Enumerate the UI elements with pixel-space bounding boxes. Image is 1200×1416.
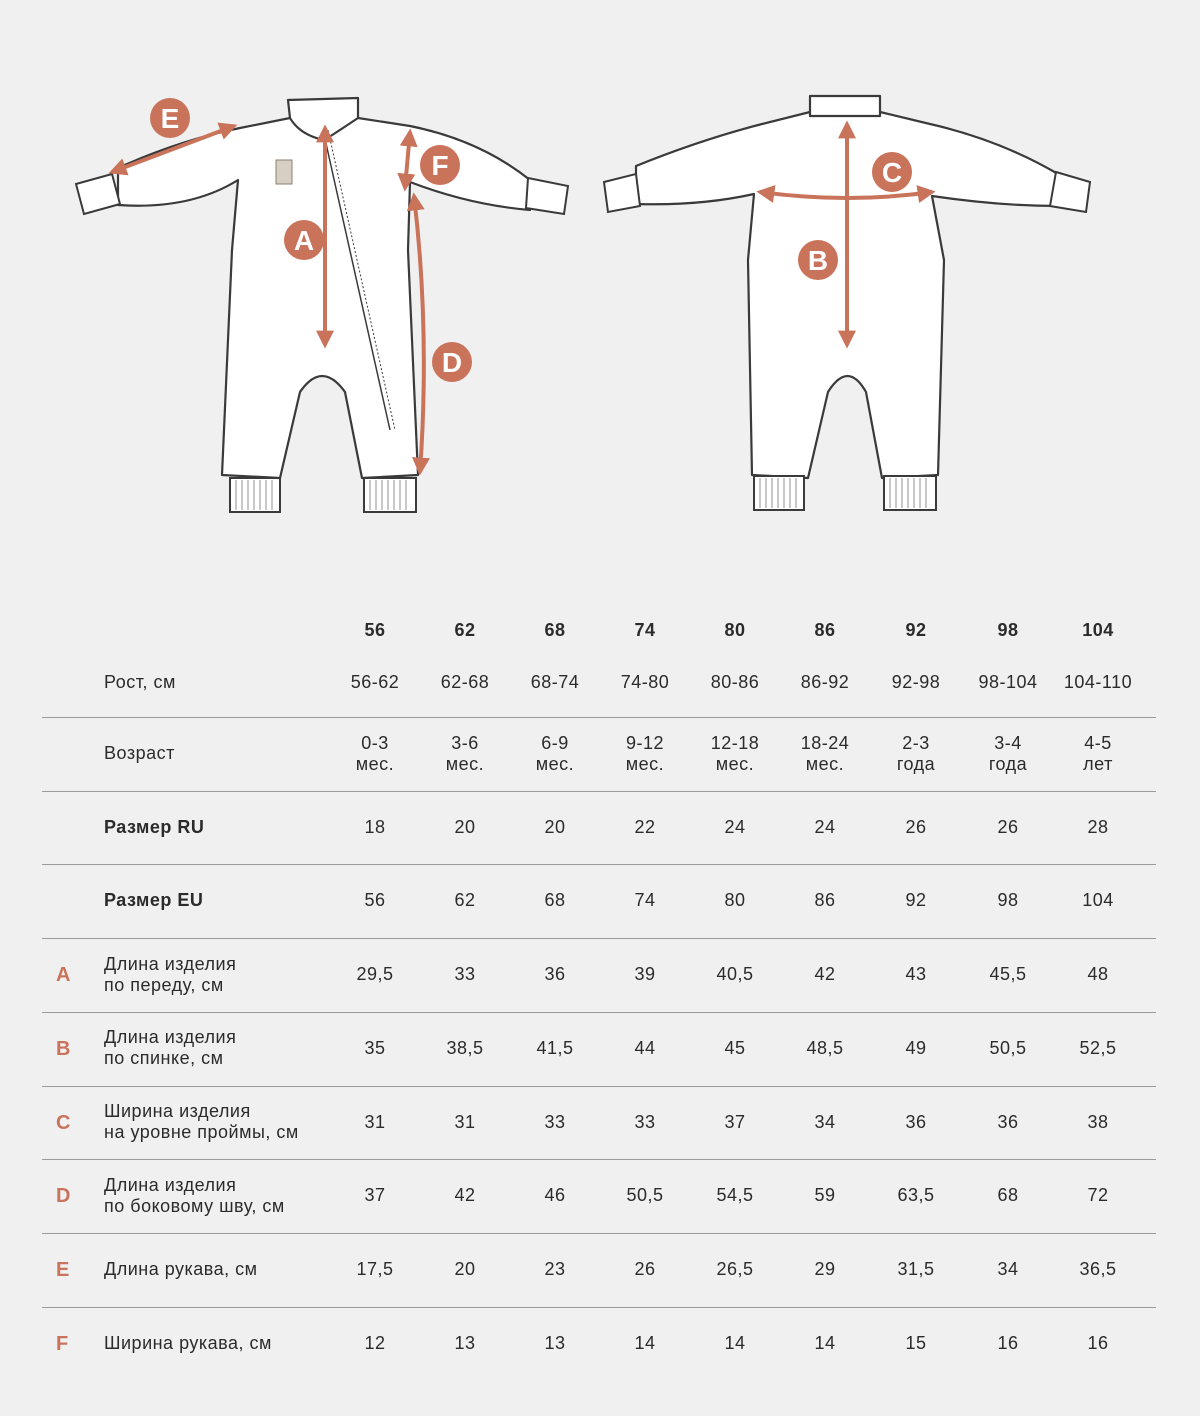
table-cell: 43: [905, 964, 927, 985]
table-row: [42, 1159, 1156, 1232]
table-cell: 86: [814, 890, 836, 911]
table-row: [42, 791, 1156, 864]
table-cell: 42: [814, 964, 836, 985]
table-cell: 4-5 лет: [1083, 732, 1113, 774]
row-letter-a: A: [56, 964, 71, 987]
size-header-cell: 104: [1082, 620, 1114, 640]
table-cell: 20: [454, 816, 476, 837]
svg-text:E: E: [160, 103, 180, 134]
jumpsuit-illustration: [0, 0, 1200, 540]
cuff-right: [526, 178, 568, 214]
table-row: [42, 717, 1156, 790]
table-cell: 80: [724, 890, 746, 911]
table-cell: 42: [454, 1185, 476, 1206]
row-label: Длина изделия по спинке, см: [104, 1027, 237, 1069]
row-label: Ширина изделия на уровне проймы, см: [104, 1101, 299, 1142]
svg-text:F: F: [431, 150, 449, 181]
table-cell: 36: [905, 1111, 927, 1132]
row-divider: [42, 938, 1156, 939]
table-cell: 92-98: [891, 671, 941, 692]
table-cell: 49: [905, 1037, 927, 1058]
table-cell: 45,5: [989, 964, 1027, 985]
table-cell: 18-24 мес.: [800, 732, 850, 774]
table-cell: 50,5: [626, 1185, 664, 1206]
table-cell: 36: [997, 1111, 1019, 1132]
table-row: [42, 938, 1156, 1011]
back-view: [604, 96, 1090, 510]
table-cell: 24: [814, 816, 836, 837]
table-cell: 68: [997, 1185, 1019, 1206]
table-cell: 104: [1082, 890, 1114, 911]
table-cell: 9-12 мес.: [625, 732, 665, 774]
size-header-cell: 68: [544, 620, 566, 640]
table-cell: 26,5: [716, 1258, 754, 1279]
row-letter-f: F: [56, 1332, 69, 1355]
table-cell: 62-68: [440, 671, 490, 692]
table-cell: 74: [634, 890, 656, 911]
table-cell: 50,5: [989, 1037, 1027, 1058]
svg-text:A: A: [293, 225, 315, 256]
table-row: [42, 662, 1156, 702]
table-cell: 38: [1087, 1111, 1109, 1132]
row-label: Размер RU: [104, 816, 205, 837]
measurement-diagram: [0, 0, 1200, 540]
svg-text:C: C: [881, 157, 903, 188]
size-header-cell: 92: [905, 620, 927, 640]
size-header-cell: 56: [364, 620, 386, 640]
table-cell: 48,5: [806, 1037, 844, 1058]
table-cell: 15: [905, 1332, 927, 1353]
table-row: [42, 1307, 1156, 1380]
table-cell: 22: [634, 816, 656, 837]
label-f: [420, 145, 460, 185]
table-cell: 98-104: [978, 671, 1038, 692]
row-divider: [42, 1159, 1156, 1160]
row-divider: [42, 1086, 1156, 1087]
table-cell: 24: [724, 816, 746, 837]
table-cell: 28: [1087, 816, 1109, 837]
table-cell: 63,5: [897, 1185, 935, 1206]
table-cell: 23: [544, 1258, 566, 1279]
row-label: Ширина рукава, см: [104, 1332, 272, 1353]
size-header-cell: 86: [814, 620, 836, 640]
table-cell: 45: [724, 1037, 746, 1058]
table-cell: 36: [544, 964, 566, 985]
label-d: [432, 342, 472, 382]
table-cell: 34: [997, 1258, 1019, 1279]
table-cell: 34: [814, 1111, 836, 1132]
table-cell: 41,5: [536, 1037, 574, 1058]
table-cell: 13: [454, 1332, 476, 1353]
table-cell: 39: [634, 964, 656, 985]
row-label: Длина изделия по переду, см: [104, 953, 237, 995]
table-cell: 20: [544, 816, 566, 837]
table-row: [42, 1086, 1156, 1159]
table-cell: 31: [454, 1111, 476, 1132]
row-divider: [42, 791, 1156, 792]
table-cell: 86-92: [800, 671, 850, 692]
table-cell: 38,5: [446, 1037, 484, 1058]
size-header-row: [42, 620, 1156, 644]
table-cell: 18: [364, 816, 386, 837]
size-header-cell: 80: [724, 620, 746, 640]
table-cell: 59: [814, 1185, 836, 1206]
svg-text:B: B: [807, 245, 829, 276]
table-cell: 48: [1087, 964, 1109, 985]
table-cell: 44: [634, 1037, 656, 1058]
label-c: [872, 152, 912, 192]
table-cell: 0-3 мес.: [355, 732, 395, 774]
row-divider: [42, 1012, 1156, 1013]
table-cell: 26: [997, 816, 1019, 837]
label-b: [798, 240, 838, 280]
table-cell: 33: [454, 964, 476, 985]
table-cell: 17,5: [356, 1258, 394, 1279]
table-cell: 33: [544, 1111, 566, 1132]
table-cell: 26: [905, 816, 927, 837]
table-cell: 37: [724, 1111, 746, 1132]
table-cell: 26: [634, 1258, 656, 1279]
table-cell: 92: [905, 890, 927, 911]
table-cell: 12: [364, 1332, 386, 1353]
table-cell: 33: [634, 1111, 656, 1132]
table-cell: 62: [454, 890, 476, 911]
table-cell: 104-110: [1063, 671, 1133, 692]
row-letter-b: B: [56, 1037, 71, 1060]
table-cell: 68: [544, 890, 566, 911]
table-cell: 98: [997, 890, 1019, 911]
table-cell: 29,5: [356, 964, 394, 985]
row-letter-d: D: [56, 1185, 71, 1208]
table-row: [42, 864, 1156, 937]
table-cell: 14: [634, 1332, 656, 1353]
row-divider: [42, 717, 1156, 718]
table-cell: 46: [544, 1185, 566, 1206]
cuff-left: [76, 174, 120, 214]
row-label: Длина изделия по боковому шву, см: [104, 1174, 285, 1216]
table-cell: 14: [814, 1332, 836, 1353]
table-cell: 14: [724, 1332, 746, 1353]
svg-text:D: D: [441, 347, 463, 378]
row-letter-c: C: [56, 1111, 71, 1134]
label-e: [150, 98, 190, 138]
table-cell: 12-18 мес.: [710, 732, 760, 774]
table-cell: 13: [544, 1332, 566, 1353]
table-cell: 31,5: [897, 1258, 935, 1279]
table-cell: 31: [364, 1111, 386, 1132]
table-cell: 29: [814, 1258, 836, 1279]
table-cell: 3-4 года: [988, 732, 1028, 774]
row-label: Размер EU: [104, 890, 204, 911]
table-cell: 68-74: [530, 671, 580, 692]
table-cell: 74-80: [620, 671, 670, 692]
table-cell: 40,5: [716, 964, 754, 985]
front-view: [76, 98, 568, 512]
table-cell: 52,5: [1079, 1037, 1117, 1058]
table-cell: 36,5: [1079, 1258, 1117, 1279]
table-cell: 56-62: [350, 671, 400, 692]
row-divider: [42, 864, 1156, 865]
table-row: [42, 1233, 1156, 1306]
table-cell: 3-6 мес.: [445, 732, 485, 774]
row-label: Длина рукава, см: [104, 1258, 258, 1279]
row-divider: [42, 1233, 1156, 1234]
size-header-cell: 98: [997, 620, 1019, 640]
row-letter-e: E: [56, 1258, 70, 1281]
table-cell: 16: [997, 1332, 1019, 1353]
size-header-cell: 62: [454, 620, 476, 640]
table-cell: 6-9 мес.: [535, 732, 575, 774]
table-cell: 56: [364, 890, 386, 911]
table-cell: 54,5: [716, 1185, 754, 1206]
table-cell: 72: [1087, 1185, 1109, 1206]
size-header-cell: 74: [634, 620, 656, 640]
table-cell: 37: [364, 1185, 386, 1206]
label-a: [284, 220, 324, 260]
row-label: Возраст: [104, 743, 175, 763]
table-cell: 35: [364, 1037, 386, 1058]
table-cell: 20: [454, 1258, 476, 1279]
row-label: Рост, см: [104, 671, 176, 692]
table-cell: 2-3 года: [896, 732, 936, 774]
table-cell: 80-86: [710, 671, 760, 692]
row-divider: [42, 1307, 1156, 1308]
table-row: [42, 1012, 1156, 1085]
table-cell: 16: [1087, 1332, 1109, 1353]
